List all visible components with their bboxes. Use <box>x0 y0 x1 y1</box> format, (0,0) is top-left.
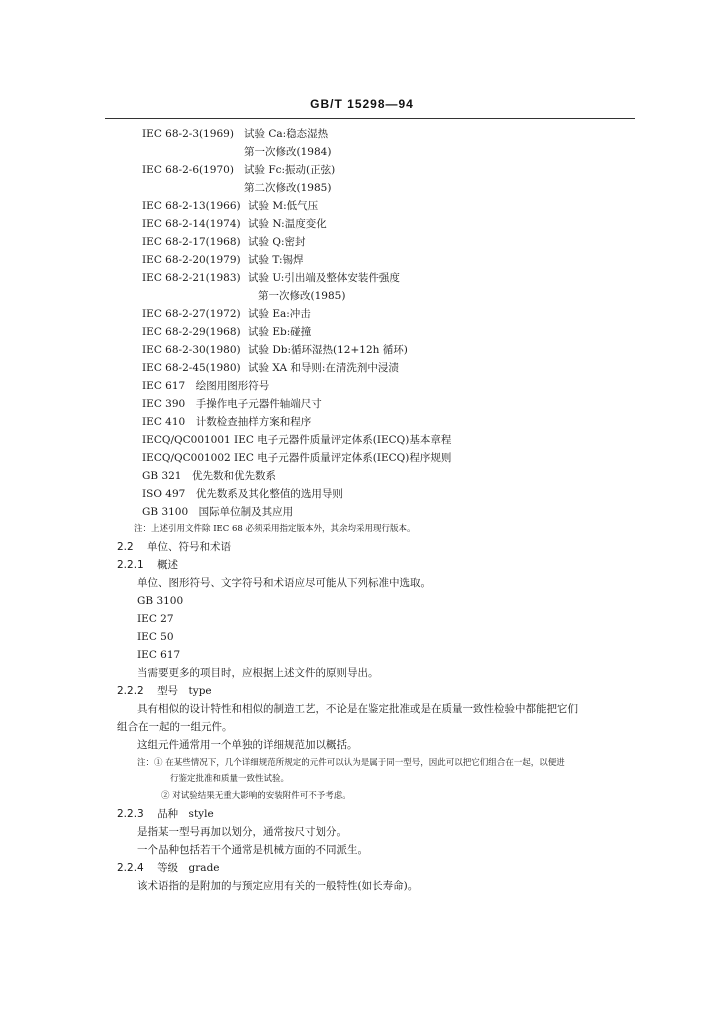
ref-line: IECQ/QC001001 IEC 电子元器件质量评定体系(IECQ)基本章程 <box>142 434 452 446</box>
ref-line: GB 3100 国际单位制及其应用 <box>142 506 294 518</box>
ref-code: IEC 68-2-3(1969) <box>142 128 234 140</box>
page-header-standard-code: GB/T 15298—94 <box>310 97 414 111</box>
ref-desc: 试验 Eb:碰撞 <box>248 326 312 338</box>
ref-code: IEC 68-2-29(1968) <box>142 326 241 338</box>
ref-line: IEC 390 手操作电子元器件轴端尺寸 <box>142 398 322 410</box>
paragraph: 当需要更多的项目时，应根据上述文件的原则导出。 <box>137 667 379 679</box>
section-heading <box>117 807 214 821</box>
section-heading <box>117 684 212 698</box>
ref-desc: 第一次修改(1984) <box>244 146 332 158</box>
list-item: GB 3100 <box>137 595 184 607</box>
section-heading <box>117 540 231 554</box>
note: 注：① 在某些情况下，几个详细规范所规定的元件可以认为是属于同一型号，因此可以把它们组合在一起，以便进 <box>137 758 565 768</box>
ref-desc: 试验 N:温度变化 <box>248 218 327 230</box>
note: 行鉴定批准和质量一致性试验。 <box>170 774 290 784</box>
ref-code: IEC 68-2-6(1970) <box>142 164 234 176</box>
section-heading <box>117 558 178 572</box>
paragraph: 是指某一型号再加以划分，通常按尺寸划分。 <box>137 826 347 838</box>
ref-desc: 试验 Db:循环湿热(12+12h 循环) <box>248 344 408 356</box>
ref-code: IEC 68-2-17(1968) <box>142 236 241 248</box>
ref-desc: 第二次修改(1985) <box>244 182 332 194</box>
paragraph: 这组元件通常用一个单独的详细规范加以概括。 <box>137 739 358 751</box>
note: ② 对试验结果无重大影响的安装附件可不予考虑。 <box>161 791 351 801</box>
section-title: 品种 style <box>157 808 214 820</box>
ref-desc: 第一次修改(1985) <box>258 290 346 302</box>
section-title: 单位、符号和术语 <box>147 541 232 553</box>
ref-desc: 试验 T:锡焊 <box>248 254 304 266</box>
section-number: 2.2.1 <box>117 559 144 571</box>
paragraph: 单位、图形符号、文字符号和术语应尽可能从下列标准中选取。 <box>137 577 431 589</box>
ref-line: ISO 497 优先数系及其化整值的选用导则 <box>142 488 343 500</box>
ref-desc: 试验 U:引出端及整体安装件强度 <box>248 272 400 284</box>
ref-line: IEC 410 计数检查抽样方案和程序 <box>142 416 312 428</box>
section-number: 2.2.3 <box>117 808 144 820</box>
paragraph: 该术语指的是附加的与预定应用有关的一般特性(如长寿命)。 <box>137 880 419 892</box>
ref-code: IEC 68-2-13(1966) <box>142 200 241 212</box>
reference-note: 注：上述引用文件除 IEC 68 必须采用指定版本外，其余均采用现行版本。 <box>134 524 416 534</box>
ref-code: IEC 68-2-21(1983) <box>142 272 241 284</box>
section-number: 2.2.2 <box>117 685 144 697</box>
ref-desc: 试验 Ea:冲击 <box>248 308 311 320</box>
ref-desc: 试验 Q:密封 <box>248 236 306 248</box>
list-item: IEC 27 <box>137 613 174 625</box>
ref-desc: 试验 M:低气压 <box>248 200 319 212</box>
header-rule <box>105 118 635 119</box>
ref-desc: 试验 XA 和导则:在清洗剂中浸渍 <box>248 362 399 374</box>
ref-line: GB 321 优先数和优先数系 <box>142 470 276 482</box>
section-title: 等级 grade <box>157 862 220 874</box>
ref-code: IEC 68-2-30(1980) <box>142 344 241 356</box>
paragraph: 组合在一起的一组元件。 <box>117 721 233 733</box>
section-title: 概述 <box>157 559 179 571</box>
ref-line: IEC 617 绘图用图形符号 <box>142 380 270 392</box>
ref-code: IEC 68-2-14(1974) <box>142 218 241 230</box>
section-heading <box>117 861 220 875</box>
ref-code: IEC 68-2-27(1972) <box>142 308 241 320</box>
section-number: 2.2 <box>117 541 134 553</box>
section-title: 型号 type <box>157 685 212 697</box>
list-item: IEC 50 <box>137 631 174 643</box>
paragraph: 一个品种包括若干个通常是机械方面的不同派生。 <box>137 844 368 856</box>
ref-desc: 试验 Ca:稳态湿热 <box>244 128 329 140</box>
ref-code: IEC 68-2-20(1979) <box>142 254 241 266</box>
ref-desc: 试验 Fc:振动(正弦) <box>244 164 336 176</box>
paragraph: 具有相似的设计特性和相似的制造工艺，不论是在鉴定批准或是在质量一致性检验中都能把它们 <box>137 703 578 715</box>
section-number: 2.2.4 <box>117 862 144 874</box>
ref-line: IECQ/QC001002 IEC 电子元器件质量评定体系(IECQ)程序规则 <box>142 452 452 464</box>
list-item: IEC 617 <box>137 649 181 661</box>
ref-code: IEC 68-2-45(1980) <box>142 362 241 374</box>
